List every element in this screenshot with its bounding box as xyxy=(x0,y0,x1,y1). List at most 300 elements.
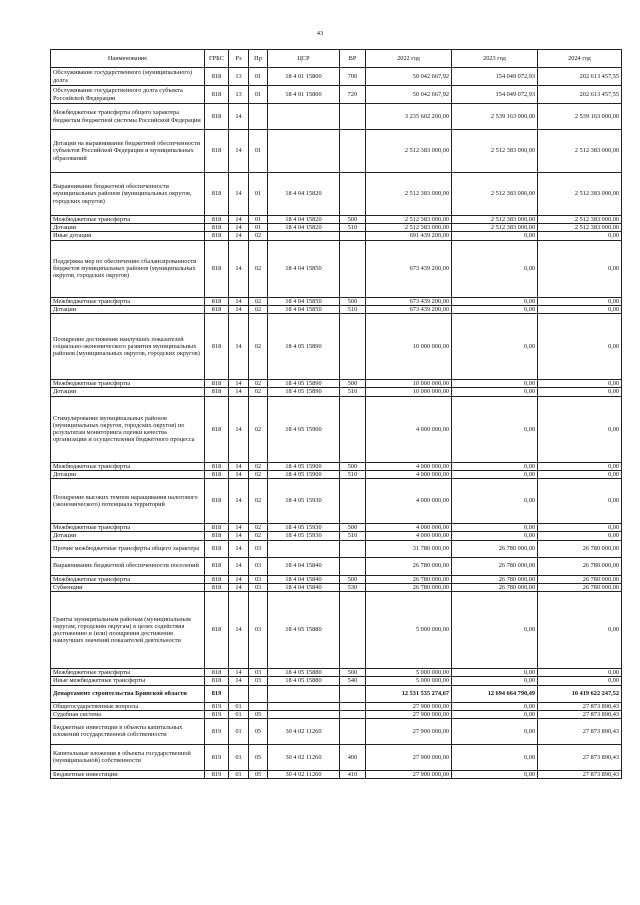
cell-pr xyxy=(249,702,268,710)
table-row xyxy=(51,232,622,240)
cell-pr: 03 xyxy=(249,677,268,685)
cell-2024: 2 512 383 000,00 xyxy=(538,216,622,224)
cell-2022: 27 900 000,00 xyxy=(366,702,452,710)
cell-rz: 14 xyxy=(229,575,249,583)
cell-grbs: 818 xyxy=(205,240,229,297)
table-row xyxy=(51,710,622,718)
cell-csr: 18 4 04 15820 xyxy=(268,216,340,224)
cell-name: Поддержка мер по обеспечению сбалансированности бюджетов муниципальных районов (муниципальных округов, городских округов) xyxy=(51,240,205,297)
cell-pr: 02 xyxy=(249,462,268,470)
cell-2023: 26 780 000,00 xyxy=(452,557,538,575)
cell-rz: 14 xyxy=(229,470,249,478)
cell-2022: 4 000 000,00 xyxy=(366,396,452,462)
cell-name: Дотации xyxy=(51,532,205,540)
cell-pr: 01 xyxy=(249,68,268,86)
table-row xyxy=(51,224,622,232)
cell-rz: 14 xyxy=(229,396,249,462)
cell-2023: 0,00 xyxy=(452,240,538,297)
cell-2022: 5 000 000,00 xyxy=(366,677,452,685)
cell-rz: 14 xyxy=(229,583,249,591)
cell-vr: 500 xyxy=(340,669,366,677)
cell-pr: 01 xyxy=(249,130,268,173)
cell-rz: 14 xyxy=(229,240,249,297)
cell-vr: 500 xyxy=(340,524,366,532)
table-row xyxy=(51,380,622,388)
cell-csr: 18 4 01 15800 xyxy=(268,86,340,104)
table-row xyxy=(51,744,622,770)
cell-vr xyxy=(340,592,366,669)
cell-pr: 03 xyxy=(249,592,268,669)
table-row xyxy=(51,540,622,557)
cell-2023: 2 512 383 000,00 xyxy=(452,173,538,216)
cell-grbs: 818 xyxy=(205,540,229,557)
cell-csr: 30 4 02 11260 xyxy=(268,718,340,744)
cell-2022: 2 512 383 000,00 xyxy=(366,130,452,173)
cell-rz xyxy=(229,685,249,702)
cell-2024: 0,00 xyxy=(538,380,622,388)
cell-2024: 0,00 xyxy=(538,677,622,685)
cell-2023: 26 780 000,00 xyxy=(452,583,538,591)
cell-2024: 27 873 890,43 xyxy=(538,744,622,770)
cell-grbs: 819 xyxy=(205,710,229,718)
cell-vr: 530 xyxy=(340,583,366,591)
cell-csr: 18 4 05 15890 xyxy=(268,314,340,380)
cell-2022: 4 000 000,00 xyxy=(366,524,452,532)
cell-pr: 02 xyxy=(249,532,268,540)
cell-pr: 02 xyxy=(249,479,268,524)
cell-rz: 14 xyxy=(229,130,249,173)
cell-name: Обслуживание государственного (муниципального) долга xyxy=(51,68,205,86)
cell-name: Дотации xyxy=(51,224,205,232)
cell-2023: 0,00 xyxy=(452,297,538,305)
cell-2024: 26 780 000,00 xyxy=(538,540,622,557)
header-grbs: ГРБС xyxy=(205,50,229,68)
cell-vr: 500 xyxy=(340,380,366,388)
cell-grbs: 818 xyxy=(205,462,229,470)
cell-2024: 0,00 xyxy=(538,297,622,305)
cell-grbs: 819 xyxy=(205,702,229,710)
cell-vr: 540 xyxy=(340,677,366,685)
cell-2023: 26 780 000,00 xyxy=(452,575,538,583)
cell-rz: 14 xyxy=(229,479,249,524)
header-csr: ЦСР xyxy=(268,50,340,68)
page-number: 43 xyxy=(316,30,324,37)
cell-name: Межбюджетные трансферты xyxy=(51,669,205,677)
cell-vr: 510 xyxy=(340,305,366,313)
cell-rz: 14 xyxy=(229,462,249,470)
cell-pr: 01 xyxy=(249,216,268,224)
cell-name: Дотации xyxy=(51,470,205,478)
cell-2022: 50 042 667,92 xyxy=(366,86,452,104)
cell-2024: 0,00 xyxy=(538,305,622,313)
cell-2024: 2 512 383 000,00 xyxy=(538,130,622,173)
cell-2024: 2 512 383 000,00 xyxy=(538,224,622,232)
cell-vr: 510 xyxy=(340,224,366,232)
cell-2022: 673 439 200,00 xyxy=(366,240,452,297)
cell-vr xyxy=(340,240,366,297)
cell-vr: 400 xyxy=(340,744,366,770)
table-row xyxy=(51,297,622,305)
cell-2023: 0,00 xyxy=(452,710,538,718)
cell-csr: 30 4 02 11260 xyxy=(268,770,340,778)
cell-grbs: 818 xyxy=(205,130,229,173)
cell-2024: 2 512 383 000,00 xyxy=(538,173,622,216)
cell-2022: 2 512 383 000,00 xyxy=(366,173,452,216)
cell-vr: 510 xyxy=(340,532,366,540)
cell-2024: 27 873 890,43 xyxy=(538,718,622,744)
cell-grbs: 818 xyxy=(205,583,229,591)
cell-2022: 10 000 000,00 xyxy=(366,314,452,380)
cell-grbs: 818 xyxy=(205,524,229,532)
table-row xyxy=(51,68,622,86)
table-row xyxy=(51,557,622,575)
table-row xyxy=(51,718,622,744)
cell-csr: 18 4 05 15930 xyxy=(268,524,340,532)
cell-2023: 0,00 xyxy=(452,744,538,770)
cell-rz: 14 xyxy=(229,305,249,313)
cell-rz: 14 xyxy=(229,216,249,224)
cell-2022: 27 900 000,00 xyxy=(366,770,452,778)
cell-vr: 700 xyxy=(340,68,366,86)
cell-2023: 2 512 383 000,00 xyxy=(452,216,538,224)
cell-vr: 500 xyxy=(340,216,366,224)
cell-name: Общегосударственные вопросы xyxy=(51,702,205,710)
cell-2022: 4 000 000,00 xyxy=(366,470,452,478)
table-row xyxy=(51,677,622,685)
cell-2023: 0,00 xyxy=(452,532,538,540)
cell-2024: 0,00 xyxy=(538,314,622,380)
table-row xyxy=(51,388,622,396)
cell-csr: 30 4 02 11260 xyxy=(268,744,340,770)
cell-csr: 18 4 05 15880 xyxy=(268,669,340,677)
cell-rz: 14 xyxy=(229,314,249,380)
cell-vr xyxy=(340,710,366,718)
cell-2022: 10 000 000,00 xyxy=(366,380,452,388)
budget-table xyxy=(50,49,622,779)
cell-2022: 27 900 000,00 xyxy=(366,744,452,770)
cell-name: Межбюджетные трансферты xyxy=(51,297,205,305)
cell-pr: 05 xyxy=(249,710,268,718)
cell-2024: 0,00 xyxy=(538,592,622,669)
cell-2022: 2 512 383 000,00 xyxy=(366,224,452,232)
cell-pr: 02 xyxy=(249,470,268,478)
cell-vr: 510 xyxy=(340,388,366,396)
table-body xyxy=(51,68,622,779)
cell-rz: 14 xyxy=(229,540,249,557)
table-row xyxy=(51,575,622,583)
cell-name: Иные межбюджетные трансферты xyxy=(51,677,205,685)
cell-2023: 0,00 xyxy=(452,232,538,240)
cell-vr xyxy=(340,232,366,240)
cell-pr: 03 xyxy=(249,557,268,575)
cell-grbs: 818 xyxy=(205,677,229,685)
cell-rz: 14 xyxy=(229,297,249,305)
cell-pr: 02 xyxy=(249,388,268,396)
cell-name: Выравнивание бюджетной обеспеченности поселений xyxy=(51,557,205,575)
cell-2022: 2 512 383 000,00 xyxy=(366,216,452,224)
cell-2023: 0,00 xyxy=(452,669,538,677)
table-row xyxy=(51,583,622,591)
cell-rz: 14 xyxy=(229,524,249,532)
cell-2022: 26 780 000,00 xyxy=(366,583,452,591)
cell-pr: 02 xyxy=(249,396,268,462)
cell-2022: 691 439 200,00 xyxy=(366,232,452,240)
cell-pr: 02 xyxy=(249,305,268,313)
cell-csr: 18 4 05 15930 xyxy=(268,479,340,524)
cell-csr: 18 4 04 15820 xyxy=(268,224,340,232)
cell-name: Субвенции xyxy=(51,583,205,591)
header-name: Наименование xyxy=(51,50,205,68)
cell-csr: 18 4 01 15800 xyxy=(268,68,340,86)
table-row xyxy=(51,669,622,677)
cell-name: Капитальные вложения в объекты государственной (муниципальной) собственности xyxy=(51,744,205,770)
cell-2023: 0,00 xyxy=(452,470,538,478)
cell-grbs: 818 xyxy=(205,557,229,575)
cell-csr xyxy=(268,540,340,557)
cell-name: Межбюджетные трансферты xyxy=(51,462,205,470)
cell-2024: 0,00 xyxy=(538,232,622,240)
cell-2023: 0,00 xyxy=(452,718,538,744)
cell-rz: 14 xyxy=(229,388,249,396)
header-2022: 2022 год xyxy=(366,50,452,68)
cell-2022: 10 000 000,00 xyxy=(366,388,452,396)
cell-grbs: 818 xyxy=(205,232,229,240)
cell-rz: 14 xyxy=(229,669,249,677)
cell-name: Межбюджетные трансферты xyxy=(51,524,205,532)
cell-name: Межбюджетные трансферты общего характера бюджетам бюджетной системы Российской Федерации xyxy=(51,104,205,130)
cell-grbs: 818 xyxy=(205,388,229,396)
cell-2022: 4 000 000,00 xyxy=(366,532,452,540)
cell-grbs: 819 xyxy=(205,744,229,770)
cell-grbs: 818 xyxy=(205,470,229,478)
cell-vr xyxy=(340,173,366,216)
cell-rz: 13 xyxy=(229,86,249,104)
cell-2024: 0,00 xyxy=(538,479,622,524)
cell-pr: 01 xyxy=(249,173,268,216)
header-rz: Рз xyxy=(229,50,249,68)
cell-name: Межбюджетные трансферты xyxy=(51,380,205,388)
cell-2023: 0,00 xyxy=(452,479,538,524)
cell-name: Межбюджетные трансферты xyxy=(51,575,205,583)
cell-grbs: 818 xyxy=(205,104,229,130)
cell-name: Бюджетные инвестиции в объекты капитальных вложений государственной собственности xyxy=(51,718,205,744)
table-row xyxy=(51,86,622,104)
cell-csr: 18 4 04 15820 xyxy=(268,173,340,216)
cell-name: Судебная система xyxy=(51,710,205,718)
cell-vr xyxy=(340,396,366,462)
table-row xyxy=(51,240,622,297)
cell-grbs: 818 xyxy=(205,305,229,313)
cell-name: Поощрение достижения наилучших показателей социально-экономического развития муниципальных районов (муниципальных округов, городских округов) xyxy=(51,314,205,380)
cell-rz: 14 xyxy=(229,224,249,232)
cell-2024: 202 613 457,55 xyxy=(538,86,622,104)
cell-rz: 14 xyxy=(229,173,249,216)
cell-pr: 05 xyxy=(249,770,268,778)
cell-csr: 18 4 05 15930 xyxy=(268,532,340,540)
table-row xyxy=(51,479,622,524)
cell-csr: 18 4 04 15850 xyxy=(268,305,340,313)
cell-csr: 18 4 05 15890 xyxy=(268,388,340,396)
cell-2024: 27 873 890,43 xyxy=(538,702,622,710)
cell-2024: 0,00 xyxy=(538,669,622,677)
cell-2023: 0,00 xyxy=(452,380,538,388)
cell-vr xyxy=(340,702,366,710)
cell-vr xyxy=(340,685,366,702)
cell-rz: 14 xyxy=(229,232,249,240)
table-row xyxy=(51,770,622,778)
cell-grbs: 818 xyxy=(205,669,229,677)
cell-2023: 0,00 xyxy=(452,770,538,778)
cell-csr: 18 4 05 15900 xyxy=(268,470,340,478)
cell-name: Гранты муниципальным районам (муниципальным округам, городским округам) в целях содействия достижению и (или) поощрения достижения наилучших значений показателей деятельности xyxy=(51,592,205,669)
table-header-row xyxy=(51,50,622,68)
cell-vr: 720 xyxy=(340,86,366,104)
cell-2022: 3 235 602 200,00 xyxy=(366,104,452,130)
cell-name: Дотации xyxy=(51,388,205,396)
cell-rz: 14 xyxy=(229,104,249,130)
cell-rz: 14 xyxy=(229,532,249,540)
cell-grbs: 818 xyxy=(205,297,229,305)
cell-2022: 12 531 535 274,67 xyxy=(366,685,452,702)
cell-2024: 0,00 xyxy=(538,532,622,540)
cell-vr xyxy=(340,718,366,744)
cell-grbs: 818 xyxy=(205,532,229,540)
cell-grbs: 818 xyxy=(205,479,229,524)
cell-pr: 03 xyxy=(249,669,268,677)
cell-2024: 26 780 000,00 xyxy=(538,575,622,583)
table-row xyxy=(51,305,622,313)
cell-2024: 0,00 xyxy=(538,470,622,478)
cell-2023: 0,00 xyxy=(452,314,538,380)
cell-rz: 01 xyxy=(229,744,249,770)
table-row xyxy=(51,462,622,470)
cell-csr: 18 4 05 15880 xyxy=(268,592,340,669)
cell-csr: 18 4 04 15850 xyxy=(268,297,340,305)
cell-2024: 26 780 000,00 xyxy=(538,583,622,591)
cell-csr xyxy=(268,130,340,173)
cell-grbs: 818 xyxy=(205,575,229,583)
table-row xyxy=(51,532,622,540)
cell-vr: 500 xyxy=(340,575,366,583)
cell-pr: 01 xyxy=(249,86,268,104)
cell-2022: 5 000 000,00 xyxy=(366,592,452,669)
cell-2024: 0,00 xyxy=(538,396,622,462)
cell-rz: 01 xyxy=(229,770,249,778)
cell-grbs: 818 xyxy=(205,592,229,669)
table-row xyxy=(51,104,622,130)
cell-csr: 18 4 05 15880 xyxy=(268,677,340,685)
cell-grbs: 818 xyxy=(205,216,229,224)
cell-pr xyxy=(249,104,268,130)
table-row xyxy=(51,470,622,478)
cell-name: Выравнивание бюджетной обеспеченности муниципальных районов (муниципальных округов, городских округов) xyxy=(51,173,205,216)
cell-csr xyxy=(268,232,340,240)
cell-csr: 18 4 05 15900 xyxy=(268,396,340,462)
table-row xyxy=(51,396,622,462)
cell-2023: 0,00 xyxy=(452,524,538,532)
cell-name: Иные дотации xyxy=(51,232,205,240)
cell-2023: 0,00 xyxy=(452,592,538,669)
cell-rz: 14 xyxy=(229,557,249,575)
cell-vr xyxy=(340,540,366,557)
cell-2022: 27 900 000,00 xyxy=(366,710,452,718)
cell-2023: 2 512 383 000,00 xyxy=(452,130,538,173)
cell-rz: 01 xyxy=(229,702,249,710)
cell-pr: 01 xyxy=(249,224,268,232)
cell-csr xyxy=(268,710,340,718)
cell-2024: 26 780 000,00 xyxy=(538,557,622,575)
table-row xyxy=(51,592,622,669)
cell-pr xyxy=(249,685,268,702)
cell-csr xyxy=(268,702,340,710)
cell-2023: 0,00 xyxy=(452,702,538,710)
header-pr: Пр xyxy=(249,50,268,68)
cell-name: Бюджетные инвестиции xyxy=(51,770,205,778)
cell-2022: 50 042 667,92 xyxy=(366,68,452,86)
cell-pr: 02 xyxy=(249,240,268,297)
cell-vr xyxy=(340,479,366,524)
cell-csr: 18 4 04 15840 xyxy=(268,575,340,583)
cell-2023: 0,00 xyxy=(452,305,538,313)
cell-2022: 26 780 000,00 xyxy=(366,557,452,575)
cell-vr: 510 xyxy=(340,470,366,478)
cell-vr xyxy=(340,314,366,380)
cell-csr: 18 4 05 15900 xyxy=(268,462,340,470)
cell-grbs: 819 xyxy=(205,770,229,778)
cell-rz: 13 xyxy=(229,68,249,86)
cell-pr: 05 xyxy=(249,718,268,744)
table-row xyxy=(51,524,622,532)
cell-pr: 02 xyxy=(249,314,268,380)
cell-name: Обслуживание государственного долга субъекта Российской Федерации xyxy=(51,86,205,104)
cell-2022: 31 780 000,00 xyxy=(366,540,452,557)
cell-2024: 0,00 xyxy=(538,240,622,297)
header-vr: ВР xyxy=(340,50,366,68)
cell-2024: 0,00 xyxy=(538,462,622,470)
cell-pr: 02 xyxy=(249,524,268,532)
cell-2023: 0,00 xyxy=(452,677,538,685)
cell-pr: 03 xyxy=(249,583,268,591)
cell-grbs: 818 xyxy=(205,314,229,380)
cell-vr xyxy=(340,104,366,130)
cell-2023: 2 512 383 000,00 xyxy=(452,224,538,232)
cell-grbs: 818 xyxy=(205,68,229,86)
cell-pr: 03 xyxy=(249,575,268,583)
cell-name: Дотации на выравнивание бюджетной обеспеченности субъектов Российской Федерации и муниципальных образований xyxy=(51,130,205,173)
cell-pr: 05 xyxy=(249,744,268,770)
cell-grbs: 818 xyxy=(205,86,229,104)
cell-csr: 18 4 05 15890 xyxy=(268,380,340,388)
cell-vr xyxy=(340,130,366,173)
cell-2022: 4 000 000,00 xyxy=(366,479,452,524)
cell-name: Межбюджетные трансферты xyxy=(51,216,205,224)
cell-2022: 673 439 200,00 xyxy=(366,297,452,305)
cell-2023: 12 694 664 790,49 xyxy=(452,685,538,702)
cell-2023: 26 780 000,00 xyxy=(452,540,538,557)
cell-name: Департамент строительства Брянской области xyxy=(51,685,205,702)
cell-grbs: 819 xyxy=(205,718,229,744)
cell-pr: 02 xyxy=(249,297,268,305)
cell-2024: 27 873 890,43 xyxy=(538,770,622,778)
cell-2023: 0,00 xyxy=(452,462,538,470)
cell-2022: 673 439 200,00 xyxy=(366,305,452,313)
table-row xyxy=(51,685,622,702)
cell-2023: 2 539 163 000,00 xyxy=(452,104,538,130)
cell-2023: 154 049 072,93 xyxy=(452,68,538,86)
cell-2022: 26 780 000,00 xyxy=(366,575,452,583)
cell-vr: 500 xyxy=(340,297,366,305)
cell-2024: 10 419 622 247,52 xyxy=(538,685,622,702)
